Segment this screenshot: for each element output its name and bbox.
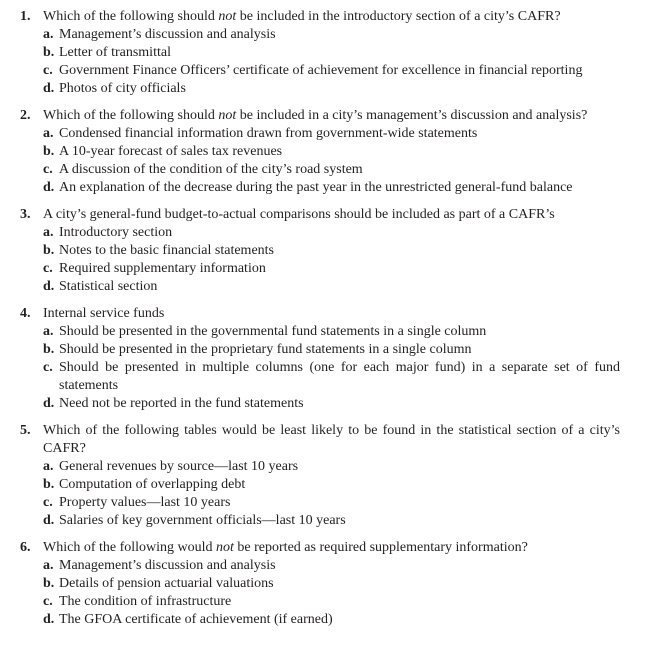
option-b: b. A 10-year forecast of sales tax revenues (43, 144, 283, 159)
option-a: a. Management’s discussion and analysis (43, 27, 276, 42)
question-stem: Which of the following tables would be least likely to be found in the statistical section of a city’s CAFR? (43, 423, 620, 456)
question-3 (0, 206, 658, 296)
question-number: 1. (20, 9, 31, 24)
option-c: c. Required supplementary information (43, 261, 266, 276)
option-a: a. General revenues by source—last 10 years (43, 459, 299, 474)
question-stem: Which of the following should not be included in a city’s management’s discussion and analysis? (43, 108, 588, 123)
option-b: b. Notes to the basic financial statements (43, 243, 274, 258)
question-stem: A city’s general-fund budget-to-actual comparisons should be included as part of a CAFR’s (43, 207, 555, 222)
question-number: 6. (20, 540, 31, 555)
question-number: 3. (20, 207, 31, 222)
option-a: a. Management’s discussion and analysis (43, 558, 276, 573)
question-1 (0, 8, 658, 98)
option-c: c. Property values—last 10 years (43, 495, 231, 510)
option-a: a. Should be presented in the governmental fund statements in a single column (43, 324, 487, 339)
option-d: d. The GFOA certificate of achievement (if earned) (43, 612, 333, 627)
option-b: b. Computation of overlapping debt (43, 477, 246, 492)
question-stem: Which of the following should not be included in the introductory section of a city’s CAFR? (43, 9, 561, 24)
question-stem: Which of the following would not be reported as required supplementary information? (43, 540, 528, 555)
question-list (0, 8, 658, 629)
question-5 (0, 422, 658, 530)
option-c: c. A discussion of the condition of the city’s road system (43, 162, 363, 177)
option-c: c. Should be presented in multiple columns (one for each major fund) in a separate set of fund statements (43, 360, 620, 393)
option-d: d. Need not be reported in the fund statements (43, 396, 304, 411)
option-a: a. Condensed financial information drawn from government-wide statements (43, 126, 478, 141)
option-d: d. An explanation of the decrease during the past year in the unrestricted general-fund balance (43, 180, 573, 195)
option-d: d. Salaries of key government officials—last 10 years (43, 513, 346, 528)
option-c: c. The condition of infrastructure (43, 594, 232, 609)
option-b: b. Letter of transmittal (43, 45, 171, 60)
option-b: b. Details of pension actuarial valuations (43, 576, 274, 591)
question-stem: Internal service funds (43, 306, 165, 321)
question-number: 5. (20, 423, 31, 438)
question-number: 4. (20, 306, 31, 321)
question-4 (0, 305, 658, 413)
option-d: d. Photos of city officials (43, 81, 186, 96)
option-c: c. Government Finance Officers’ certificate of achievement for excellence in financial reporting (43, 63, 583, 78)
question-6 (0, 539, 658, 629)
question-2 (0, 107, 658, 197)
option-d: d. Statistical section (43, 279, 158, 294)
question-number: 2. (20, 108, 31, 123)
option-b: b. Should be presented in the proprietary fund statements in a single column (43, 342, 472, 357)
option-a: a. Introductory section (43, 225, 173, 240)
